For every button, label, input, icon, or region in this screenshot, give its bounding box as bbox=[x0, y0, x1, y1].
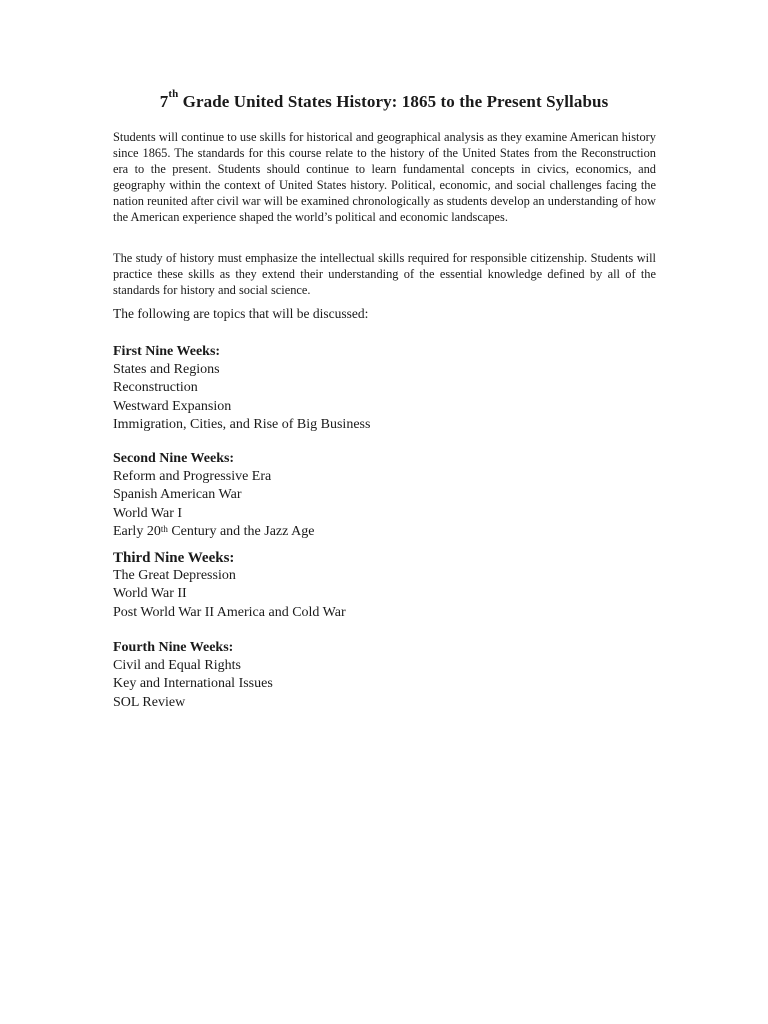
first-nine-weeks-section bbox=[113, 343, 370, 434]
third-nine-weeks-section bbox=[113, 549, 346, 622]
topic-item: Post World War II America and Cold War bbox=[113, 604, 346, 620]
topic-item: Immigration, Cities, and Rise of Big Business bbox=[113, 416, 371, 432]
section-heading: Fourth Nine Weeks: bbox=[113, 640, 234, 655]
topic-item: Civil and Equal Rights bbox=[113, 658, 241, 674]
page-title bbox=[0, 88, 768, 112]
topic-item: Spanish American War bbox=[113, 487, 242, 503]
second-nine-weeks-section bbox=[113, 450, 314, 541]
topic-item: Reform and Progressive Era bbox=[113, 469, 272, 485]
section-heading: First Nine Weeks: bbox=[113, 344, 221, 359]
topic-item-rest: Century and the Jazz Age bbox=[167, 523, 315, 539]
topic-item: SOL Review bbox=[113, 694, 186, 710]
topic-item: The Great Depression bbox=[113, 568, 236, 584]
topics-intro: The following are topics that will be discussed: bbox=[113, 306, 369, 321]
topic-item: States and Regions bbox=[113, 362, 220, 378]
title-ordinal-suffix: th bbox=[168, 88, 179, 100]
section-heading: Third Nine Weeks: bbox=[113, 550, 235, 566]
topic-item-prefix: Early 20 bbox=[113, 523, 161, 539]
course-description-paragraph: Students will continue to use skills for historical and geographical analysis as they examine American history since 1865. The standards for this course relate to the history of the United States from the Reconstruction era to the present. Students should continue to learn fundamental concepts in civics, economics, and geography within the context of United States history. Political, economic, and social challenges facing the nation reunited after civil war will be examined chronologically as students develop an understanding of how the American experience shaped the world’s political and economic landscapes. bbox=[113, 130, 656, 224]
topic-item: World War II bbox=[113, 586, 187, 602]
topic-item: World War I bbox=[113, 505, 183, 521]
title-text: Grade United States History: 1865 to the Present Syllabus bbox=[178, 92, 609, 111]
section-heading: Second Nine Weeks: bbox=[113, 451, 235, 466]
topic-item: Key and International Issues bbox=[113, 676, 273, 692]
topic-item: Reconstruction bbox=[113, 380, 198, 396]
fourth-nine-weeks-section bbox=[113, 639, 273, 712]
topic-item: Westward Expansion bbox=[113, 398, 232, 414]
topic-item bbox=[113, 523, 314, 541]
title-grade-number: 7 bbox=[159, 92, 169, 111]
topic-item-ordinal-suffix: th bbox=[160, 523, 168, 534]
skills-paragraph: The study of history must emphasize the intellectual skills required for responsible citizenship. Students will practice these skills as they extend their understanding of the essential knowledge defined by all of the standards for history and social science. bbox=[113, 251, 656, 297]
